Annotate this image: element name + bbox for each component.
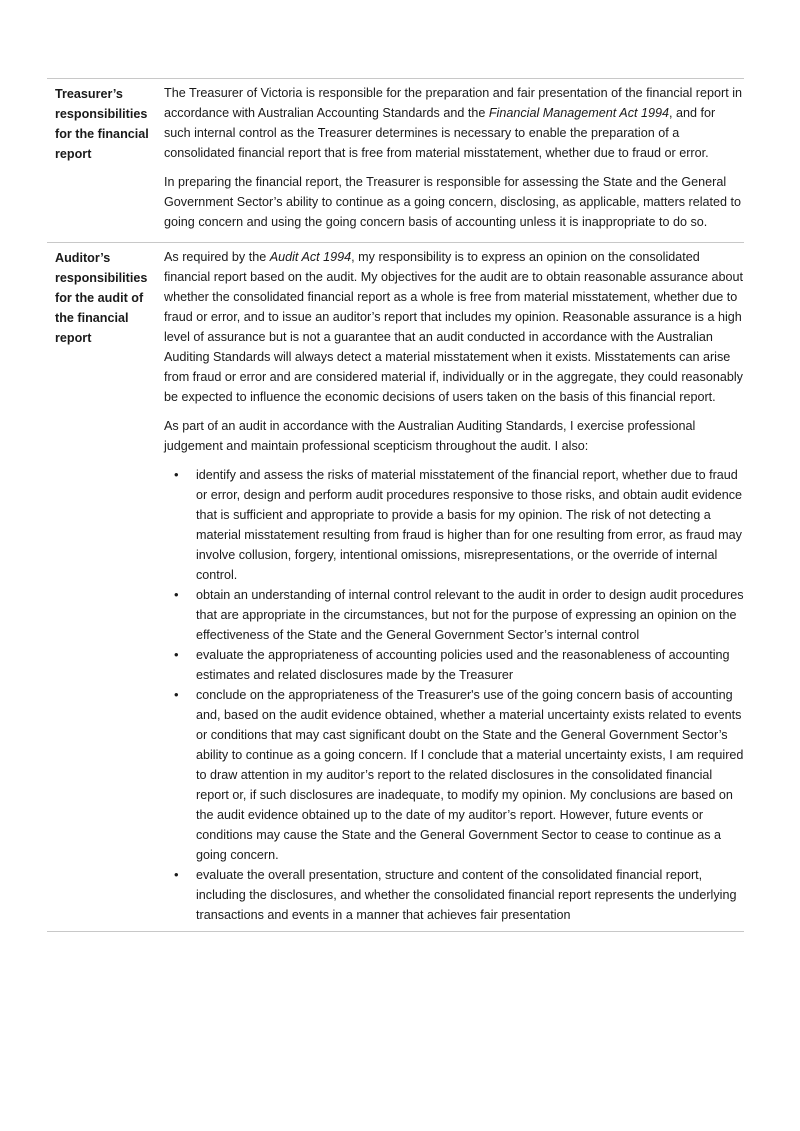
auditor-p1-text-b: , my responsibility is to express an opinion on the consolidated financial report based on the audit. My objectives for the audit are to obtain reasonable assurance about whether the consolidated financial report as a whole is free from material misstatement, whether due to fraud or error, and to issue an auditor’s report that includes my opinion. Reasonable assurance is a high level of assurance but is not a guarantee that an audit conducted in accordance with the Australian Auditing Standards will always detect a material misstatement when it exists. Misstatements can arise from fraud or error and are considered material if, individually or in the aggregate, they could reasonably be expected to influence the economic decisions of users taken on the basis of this financial report. [164, 250, 743, 404]
treasurer-responsibilities-row [47, 79, 744, 242]
treasurer-responsibilities-content [159, 79, 744, 242]
auditor-responsibilities-heading: Auditor’s responsibilities for the audit of the financial report [55, 251, 148, 345]
treasurer-responsibilities-heading: Treasurer’s responsibilities for the financial report [55, 87, 149, 161]
auditor-paragraph-1 [164, 247, 744, 407]
list-item: • conclude on the appropriateness of the Treasurer's use of the going concern basis of accounting and, based on the audit evidence obtained, whether a material uncertainty exists related to events or conditions that may cast significant doubt on the State and the General Government Sector’s ability to continue as a going concern. If I conclude that a material uncertainty exists, I am required to draw attention in my auditor’s report to the related disclosures in the consolidated financial report or, if such disclosures are inadequate, to modify my opinion. My conclusions are based on the audit evidence obtained up to the date of my auditor’s report. However, future events or conditions may cause the State and the General Government Sector to cease to continue as a going concern. [164, 685, 744, 865]
treasurer-p1-text-a: The Treasurer of Victoria is responsible for the preparation and fair presentation of the financial report in accordance with Australian Accounting Standards and the [164, 86, 743, 120]
auditor-p1-text-a: As required by the [164, 250, 270, 264]
auditor-paragraph-2: As part of an audit in accordance with the Australian Auditing Standards, I exercise professional judgement and maintain professional scepticism throughout the audit. I also: [164, 419, 696, 453]
auditor-responsibilities-content [159, 243, 744, 925]
table-bottom-rule [47, 931, 744, 932]
auditor-p1-act-title: Audit Act 1994 [269, 250, 352, 264]
document-page [47, 78, 744, 932]
treasurer-p1-text-b: , and for such internal control as the Treasurer determines is necessary to enable the preparation of a consolidated financial report that is free from material misstatement, whether due to fraud or error. [164, 106, 716, 160]
list-item: • evaluate the appropriateness of accounting policies used and the reasonableness of accounting estimates and related disclosures made by the Treasurer [164, 645, 744, 685]
auditor-responsibilities-row [47, 243, 744, 925]
list-item: • identify and assess the risks of material misstatement of the financial report, whether due to fraud or error, design and perform audit procedures responsive to those risks, and obtain audit evidence that is sufficient and appropriate to provide a basis for my opinion. The risk of not detecting a material misstatement resulting from fraud is higher than for one resulting from error, as fraud may involve collusion, forgery, intentional omissions, misrepresentations, or the override of internal control. [164, 465, 744, 585]
treasurer-p1-act-title: Financial Management Act 1994 [488, 106, 670, 120]
treasurer-paragraph-1 [164, 83, 744, 163]
auditor-procedures-list [164, 465, 744, 925]
list-item: • obtain an understanding of internal control relevant to the audit in order to design audit procedures that are appropriate in the circumstances, but not for the purpose of expressing an opinion on the effectiveness of the State and the General Government Sector’s internal control [164, 585, 744, 645]
list-item: • evaluate the overall presentation, structure and content of the consolidated financial report, including the disclosures, and whether the consolidated financial report represents the underlying transactions and events in a manner that achieves fair presentation [164, 865, 744, 925]
treasurer-paragraph-2: In preparing the financial report, the Treasurer is responsible for assessing the State and the General Government Sector’s ability to continue as a going concern, disclosing, as applicable, matters related to going concern and using the going concern basis of accounting unless it is inappropriate to do so. [164, 175, 742, 229]
